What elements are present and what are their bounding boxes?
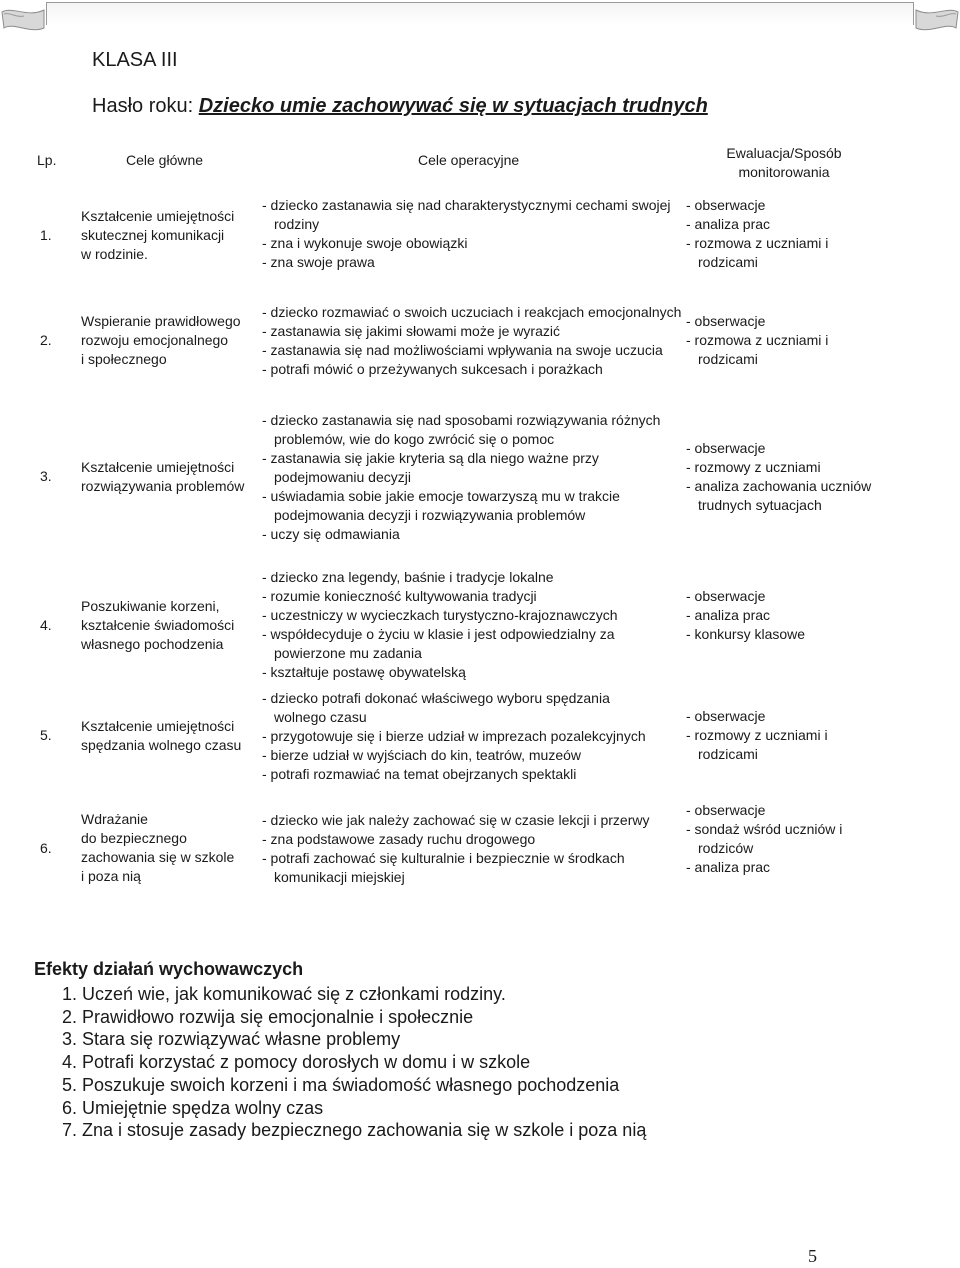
main-goal-line: Poszukiwanie korzeni, [81,598,220,614]
operational-goal-item: - zastanawia się jakimi słowami może je wyrazić [262,323,560,339]
page-number: 5 [808,1246,817,1266]
year-motto [92,95,708,118]
operational-goal-item: - bierze udział w wyjściach do kin, teatrów, muzeów [262,747,582,763]
row-number: 2. [40,332,52,348]
main-goal-line: Kształcenie umiejętności [81,208,235,224]
motto-label: Hasło roku: [92,95,194,117]
operational-goal-item: - dziecko wie jak należy zachować się w czasie lekcji i przerwy [262,812,650,828]
operational-goal-item: - przygotowuje się i bierze udział w imprezach pozalekcyjnych [262,728,646,744]
effects-title: Efekty działań wychowawczych [34,959,304,979]
row-number: 5. [40,727,52,743]
motto-value: Dziecko umie zachowywać się w sytuacjach trudnych [198,95,708,117]
operational-goal-item: - potrafi mówić o przeżywanych sukcesach i porażkach [262,361,603,377]
main-goal [81,810,256,886]
evaluation-item: - analiza prac [686,216,771,232]
operational-goal-item: - uczy się odmawiania [262,526,400,542]
main-goal-line: skutecznej komunikacji [81,227,225,243]
effects-list [62,983,646,1142]
operational-goal-item: - dziecko potrafi dokonać właściwego wyboru spędzania wolnego czasu [262,690,610,725]
evaluation-item: - rozmowa z uczniami i rodzicami [686,235,829,270]
effects-list-item: 1. Uczeń wie, jak komunikować się z członkami rodziny. [62,984,506,1004]
operational-goal-item: - zna podstawowe zasady ruchu drogowego [262,831,536,847]
main-goal-line: i społecznego [81,351,167,367]
evaluation-item: - obserwacje [686,802,766,818]
operational-goal-item: - potrafi zachować się kulturalnie i bezpiecznie w środkach komunikacji miejskiej [262,850,625,885]
evaluation-item: - analiza prac [686,607,771,623]
col-header-ewaluacja [684,144,884,182]
evaluation-item: - rozmowy z uczniami i rodzicami [686,727,828,762]
col-header-cele-glowne: Cele główne [126,152,204,168]
operational-goal-item: - współdecyduje o życiu w klasie i jest odpowiedzialny za powierzone mu zadania [262,626,615,661]
operational-goal-item: - zna i wykonuje swoje obowiązki [262,235,468,251]
main-goal [81,717,261,755]
evaluation-item: - rozmowy z uczniami [686,459,821,475]
main-goal-line: Wdrażanie [81,811,148,827]
operational-goal-item: - dziecko rozmawiać o swoich uczuciach i reakcjach emocjonalnych [262,304,682,320]
main-goal [81,458,261,496]
operational-goal-item: - dziecko zastanawia się nad sposobami rozwiązywania różnych problemów, wie do kogo zwrócić się o pomoc [262,412,661,447]
main-goal [81,312,256,369]
main-goal-line: zachowania się w szkole [81,849,235,865]
effects-list-item: 3. Stara się rozwiązywać własne problemy [62,1029,401,1050]
row-number: 3. [40,468,52,484]
evaluation-methods [686,707,886,764]
main-goal [81,597,256,654]
main-goal [81,207,256,264]
evaluation-item: - rozmowa z uczniami i rodzicami [686,332,829,367]
main-goal-line: rozwoju emocjonalnego [81,332,229,348]
effects-list-item: 5. Poszukuje swoich korzeni i ma świadomość własnego pochodzenia [62,1074,620,1095]
main-goal-line: kształcenie świadomości [81,617,235,633]
col-header-lp: Lp. [37,152,57,168]
main-goal-line: Kształcenie umiejętności [81,459,235,475]
evaluation-methods [686,196,886,272]
main-goal-line: i poza nią [81,868,141,884]
row-number: 1. [40,227,52,243]
operational-goal-item: - rozumie konieczność kultywowania tradycji [262,588,537,604]
evaluation-item: - konkursy klasowe [686,626,806,642]
page-frame-top [46,2,914,25]
main-goal-line: Wspieranie prawidłowego [81,313,241,329]
operational-goal-item: - zastanawia się nad możliwościami wpływania na swoje uczucia [262,342,663,358]
main-goal-line: rozwiązywania problemów [81,478,245,494]
evaluation-item: - obserwacje [686,588,766,604]
evaluation-methods [686,801,886,877]
operational-goal-item: - kształtuje postawę obywatelską [262,664,466,680]
evaluation-item: - obserwacje [686,708,766,724]
operational-goals [262,689,662,784]
main-goal-line: Kształcenie umiejętności [81,718,235,734]
effects-list-item: 7. Zna i stosuje zasady bezpiecznego zachowania się w szkole i poza nią [62,1120,647,1141]
col-header-ewaluacja-line2: monitorowania [738,164,830,180]
effects-list-item: 4. Potrafi korzystać z pomocy dorosłych w domu i w szkole [62,1052,531,1073]
main-goal-line: własnego pochodzenia [81,636,224,652]
operational-goal-item: - dziecko zna legendy, baśnie i tradycje lokalne [262,569,554,585]
evaluation-methods [686,439,886,515]
operational-goal-item: - potrafi rozmawiać na temat obejrzanych spektakli [262,766,577,782]
operational-goal-item: - zastanawia się jakie kryteria są dla niego ważne przy podejmowaniu decyzji [262,450,599,485]
evaluation-item: - analiza prac [686,859,771,875]
operational-goal-item: - uświadamia sobie jakie emocje towarzyszą mu w trakcie podejmowania decyzji i rozwiązywania problemów [262,488,620,523]
evaluation-item: - obserwacje [686,197,766,213]
row-number: 4. [40,617,52,633]
operational-goals [262,411,662,544]
evaluation-item: - sondaż wśród uczniów i rodziców [686,821,843,856]
operational-goals [262,568,642,682]
operational-goals [262,811,662,887]
scroll-ornament-right-icon [914,4,960,34]
col-header-cele-operacyjne: Cele operacyjne [418,152,520,168]
evaluation-item: - obserwacje [686,440,766,456]
main-goal-line: w rodzinie. [81,246,148,262]
class-title: KLASA III [92,49,178,71]
operational-goals [262,196,682,272]
main-goal-line: do bezpiecznego [81,830,187,846]
operational-goal-item: - dziecko zastanawia się nad charakterystycznymi cechami swojej rodziny [262,197,671,232]
effects-list-item: 2. Prawidłowo rozwija się emocjonalnie i społecznie [62,1006,474,1027]
evaluation-item: - obserwacje [686,313,766,329]
row-number: 6. [40,840,52,856]
scroll-ornament-left-icon [0,4,46,34]
evaluation-methods [686,312,886,369]
col-header-ewaluacja-line1: Ewaluacja/Sposób [726,145,842,161]
main-goal-line: spędzania wolnego czasu [81,737,242,753]
effects-list-item: 6. Umiejętnie spędza wolny czas [62,1097,324,1118]
operational-goals [262,303,682,379]
evaluation-item: - analiza zachowania uczniów trudnych sytuacjach [686,478,872,513]
evaluation-methods [686,587,886,644]
operational-goal-item: - uczestniczy w wycieczkach turystyczno-krajoznawczych [262,607,618,623]
operational-goal-item: - zna swoje prawa [262,254,375,270]
